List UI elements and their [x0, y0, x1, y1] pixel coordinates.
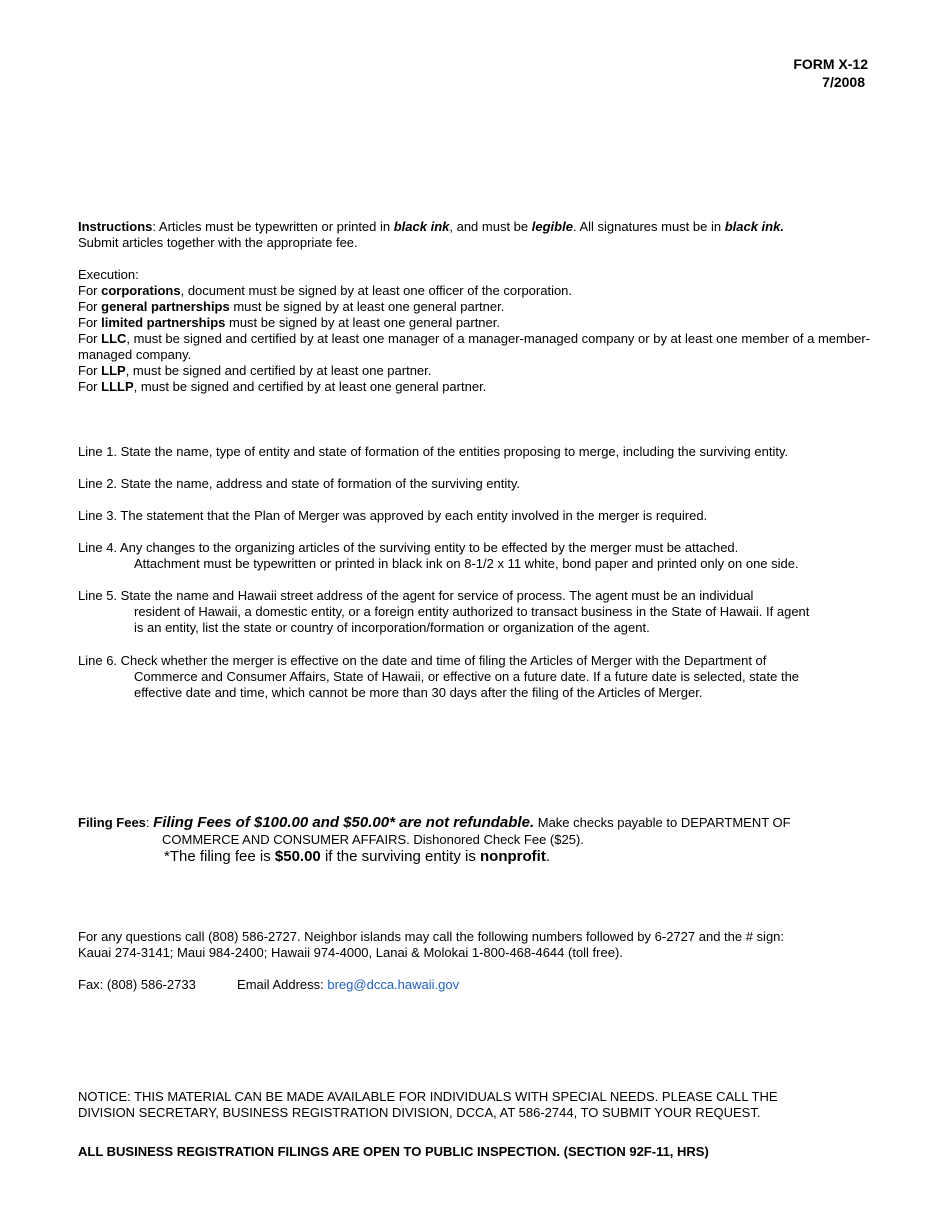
filing-fees-line-2: COMMERCE AND CONSUMER AFFAIRS. Dishonored Check Fee ($25). [162, 832, 584, 847]
line-2-instruction: Line 2. State the name, address and state of formation of the surviving entity. [78, 476, 521, 491]
line-1-instruction: Line 1. State the name, type of entity and state of formation of the entities proposing to merge, including the surviving entity. [78, 444, 789, 459]
line-6-instruction: Line 6. Check whether the merger is effective on the date and time of filing the Articles of Merger with the Department of Commerce and Consumer Affairs, State of Hawaii, or effective on a future date. If a future date is selected, state the effective date and time, which cannot be more than 30 days after the filing of the Articles of Merger. [78, 653, 800, 700]
contact-line-2: Kauai 274-3141; Maui 984-2400; Hawaii 974-4000, Lanai & Molokai 1-800-468-4644 (toll free). [78, 945, 623, 960]
email-label: Email Address: [237, 977, 328, 992]
instructions-block [78, 219, 878, 251]
public-inspection-notice: ALL BUSINESS REGISTRATION FILINGS ARE OPEN TO PUBLIC INSPECTION. (SECTION 92F-11, HRS) [78, 1144, 709, 1159]
instructions-line-2: Submit articles together with the appropriate fee. [78, 235, 358, 250]
filing-fees-label: Filing Fees [78, 815, 146, 830]
contact-block [78, 929, 878, 961]
form-date: 7/2008 [822, 74, 865, 90]
form-number: FORM X-12 [793, 56, 868, 72]
execution-item: For LLP, must be signed and certified by at least one partner. [78, 363, 432, 378]
instructions-line-1: Instructions: Articles must be typewritten or printed in black ink, and must be legible. All signatures must be in black ink. [78, 219, 784, 234]
form-header [793, 55, 868, 91]
line-3-instruction: Line 3. The statement that the Plan of Merger was approved by each entity involved in the merger is required. [78, 508, 708, 523]
special-needs-notice: NOTICE: THIS MATERIAL CAN BE MADE AVAILABLE FOR INDIVIDUALS WITH SPECIAL NEEDS. PLEASE CALL THE DIVISION SECRETARY, BUSINESS REGISTRATION DIVISION, DCCA, AT 586-2744, TO SUBMIT YOUR REQUEST. [78, 1089, 778, 1120]
fax-number: Fax: (808) 586-2733 [78, 977, 196, 992]
fax-email-line [78, 977, 878, 993]
instructions-label: Instructions [78, 219, 153, 234]
email-link[interactable]: breg@dcca.hawaii.gov [327, 977, 460, 992]
execution-block [78, 267, 878, 395]
execution-item: For LLLP, must be signed and certified by at least one general partner. [78, 379, 487, 394]
execution-item: For corporations, document must be signed by at least one officer of the corporation. [78, 283, 573, 298]
line-5-instruction: Line 5. State the name and Hawaii street address of the agent for service of process. The agent must be an individual resident of Hawaii, a domestic entity, or a foreign entity authorized to transact business in the State of Hawaii. If agent is an entity, list the state or country of incorporation/formation or organization of the agent. [78, 588, 810, 635]
execution-heading: Execution: [78, 267, 139, 282]
filing-fees-line-1: Filing Fees: Filing Fees of $100.00 and $50.00* are not refundable. Make checks payable to DEPARTMENT OF [78, 814, 791, 831]
filing-fees-block [78, 814, 878, 866]
execution-item: For LLC, must be signed and certified by at least one manager of a manager-managed company or by at least one member of a member-managed company. [78, 331, 870, 362]
line-4-instruction: Line 4. Any changes to the organizing articles of the surviving entity to be effected by the merger must be attached. Attachment must be typewritten or printed in black ink on 8-1/2 x 11 white, bond paper and printed only on one side. [78, 540, 799, 571]
contact-line-1: For any questions call (808) 586-2727. Neighbor islands may call the following numbers followed by 6-2727 and the # sign: [78, 929, 785, 944]
nonprofit-fee-note: *The filing fee is $50.00 if the surviving entity is nonprofit. [164, 848, 550, 865]
execution-item: For limited partnerships must be signed by at least one general partner. [78, 315, 500, 330]
non-refundable-notice: Filing Fees of $100.00 and $50.00* are not refundable. [153, 814, 535, 831]
execution-item: For general partnerships must be signed by at least one general partner. [78, 299, 505, 314]
